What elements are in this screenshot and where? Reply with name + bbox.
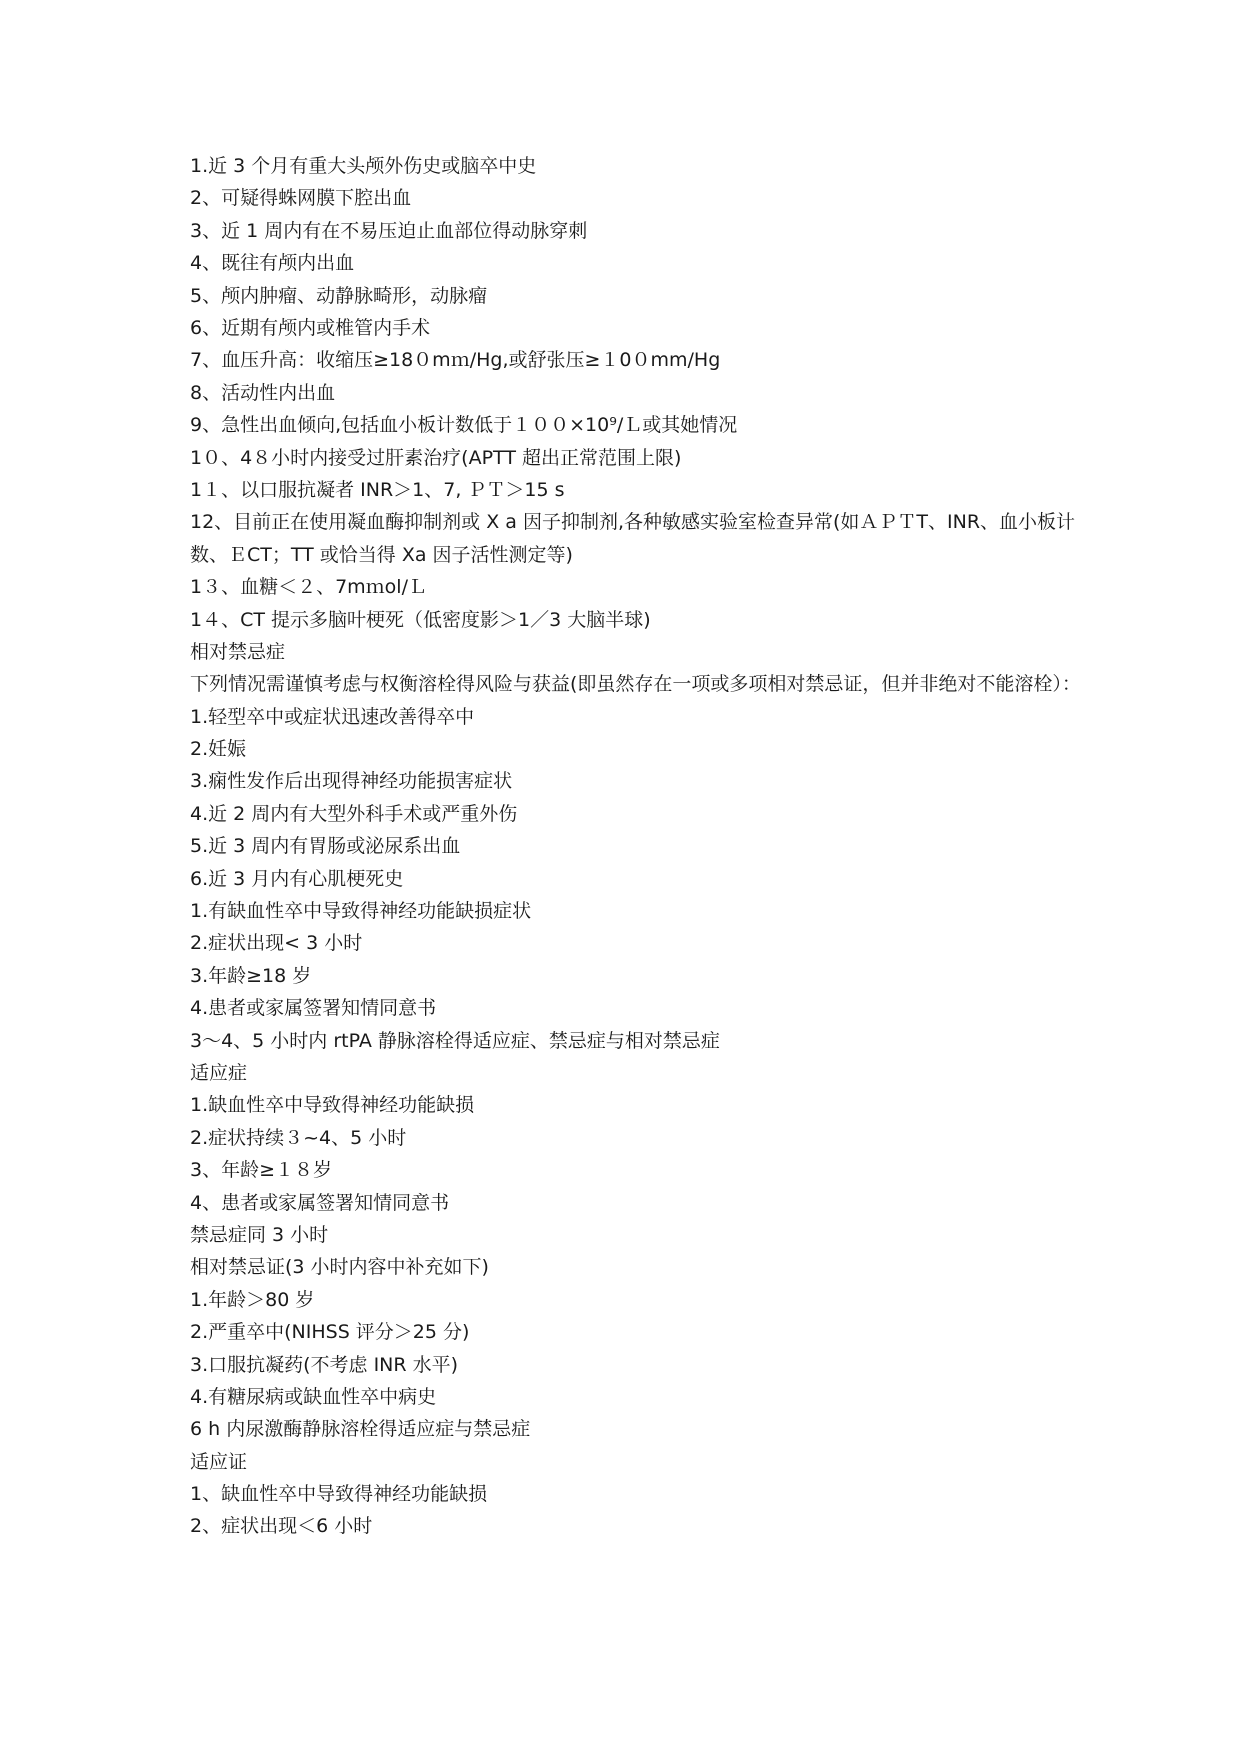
section-heading: 相对禁忌症 bbox=[190, 640, 286, 663]
text-line: 1１、以口服抗凝者 INR＞1、7, ＰＴ＞15 s bbox=[190, 478, 565, 501]
text-line: 1４、CT 提示多脑叶梗死（低密度影＞1／3 大脑半球) bbox=[190, 608, 651, 631]
text-line: 5.近 3 周内有胃肠或泌尿系出血 bbox=[190, 835, 461, 858]
text-paragraph: 下列情况需谨慎考虑与权衡溶栓得风险与获益(即虽然存在一项或多项相对禁忌证，但并非绝对不能溶栓）： bbox=[190, 673, 1081, 696]
text-line: 4.近 2 周内有大型外科手术或严重外伤 bbox=[190, 802, 518, 825]
section-heading: 适应症 bbox=[190, 1061, 248, 1084]
text-line: 6.近 3 月内有心肌梗死史 bbox=[190, 867, 404, 890]
text-line: 7、血压升高：收缩压≥18０mｍ/Hg,或舒张压≥１0０mm/Hg bbox=[190, 349, 721, 372]
section-heading: 6 h 内尿激酶静脉溶栓得适应症与禁忌症 bbox=[190, 1418, 531, 1441]
text-line: 1０、4８小时内接受过肝素治疗(APTT 超出正常范围上限) bbox=[190, 446, 682, 469]
section-heading: 相对禁忌证(3 小时内容中补充如下) bbox=[190, 1256, 489, 1279]
text-line: 1.有缺血性卒中导致得神经功能缺损症状 bbox=[190, 900, 532, 923]
text-line: 3、近 1 周内有在不易压迫止血部位得动脉穿刺 bbox=[190, 219, 588, 242]
document-body bbox=[190, 150, 1090, 1543]
text-line: 3.年龄≥18 岁 bbox=[190, 964, 312, 987]
text-line: 8、活动性内出血 bbox=[190, 381, 336, 404]
text-line: 3.痫性发作后出现得神经功能损害症状 bbox=[190, 770, 513, 793]
text-line: 5、颅内肿瘤、动静脉畸形，动脉瘤 bbox=[190, 284, 488, 307]
section-heading: 3～4、5 小时内 rtPA 静脉溶栓得适应症、禁忌症与相对禁忌症 bbox=[190, 1029, 720, 1052]
text-line: 6、近期有颅内或椎管内手术 bbox=[190, 316, 431, 339]
text-line: 2.症状持续３~4、5 小时 bbox=[190, 1126, 407, 1149]
text-line: 4、患者或家属签署知情同意书 bbox=[190, 1191, 450, 1214]
text-line: 1.年龄＞80 岁 bbox=[190, 1288, 315, 1311]
text-line: 2.症状出现< 3 小时 bbox=[190, 932, 363, 955]
text-line: 1、缺血性卒中导致得神经功能缺损 bbox=[190, 1483, 488, 1506]
text-paragraph: 12、目前正在使用凝血酶抑制剂或 X a 因子抑制剂,各种敏感实验室检查异常(如ＡＰＴT、INR、血小板计数、ＥCT；TT 或恰当得 Xa 因子活性测定等) bbox=[190, 511, 1076, 566]
text-line: 1.近 3 个月有重大头颅外伤史或脑卒中史 bbox=[190, 155, 537, 177]
text-line: 1.轻型卒中或症状迅速改善得卒中 bbox=[190, 705, 475, 728]
text-line: 2、可疑得蛛网膜下腔出血 bbox=[190, 187, 412, 210]
text-line: 4.患者或家属签署知情同意书 bbox=[190, 997, 437, 1020]
text-line: 4.有糖尿病或缺血性卒中病史 bbox=[190, 1385, 437, 1408]
text-line: 1３、血糖＜２、7mｍol/Ｌ bbox=[190, 576, 427, 599]
text-line: 3、年龄≥１８岁 bbox=[190, 1159, 333, 1182]
text-line: 2.妊娠 bbox=[190, 738, 247, 761]
section-heading: 适应证 bbox=[190, 1450, 248, 1473]
text-line: 2、症状出现＜6 小时 bbox=[190, 1515, 373, 1538]
text-line: 2.严重卒中(NIHSS 评分＞25 分) bbox=[190, 1321, 470, 1344]
text-line: 禁忌症同 3 小时 bbox=[190, 1223, 329, 1246]
text-line: 4、既往有颅内出血 bbox=[190, 252, 355, 275]
text-line: 1.缺血性卒中导致得神经功能缺损 bbox=[190, 1094, 475, 1117]
text-line: 9、急性出血倾向,包括血小板计数低于１００×10⁹/Ｌ或其她情况 bbox=[190, 414, 738, 437]
text-line: 3.口服抗凝药(不考虑 INR 水平) bbox=[190, 1353, 459, 1376]
